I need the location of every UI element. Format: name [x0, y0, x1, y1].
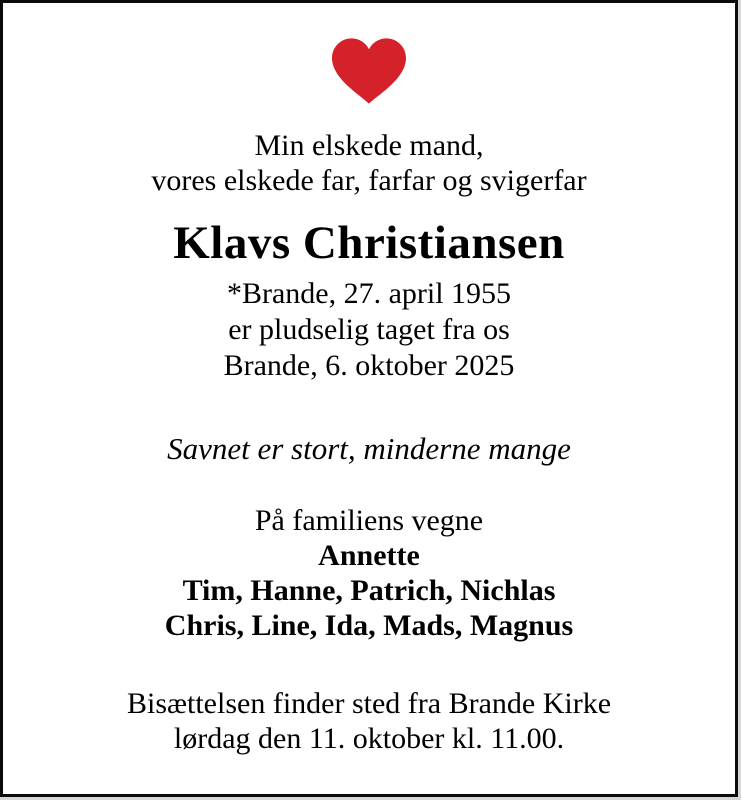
family-block: [3, 503, 735, 643]
intro-line-2: vores elskede far, farfar og svigerfar: [151, 164, 587, 197]
death-line: Brande, 6. oktober 2025: [223, 349, 515, 382]
funeral-line-1: Bisættelsen finder sted fra Brande Kirke: [126, 687, 612, 720]
intro-text: [3, 128, 735, 198]
dates-block: [3, 276, 735, 384]
deceased-name: Klavs Christiansen: [173, 217, 565, 269]
family-line-1: Annette: [318, 539, 420, 572]
heart-shape: [332, 38, 406, 103]
birth-line: *Brande, 27. april 1955: [226, 277, 512, 310]
heart-icon: [3, 38, 735, 104]
circumstance-line: er pludselig taget fra os: [228, 313, 510, 346]
memorial-verse: Savnet er stort, minderne mange: [167, 431, 571, 466]
intro-line-1: Min elskede mand,: [254, 129, 484, 162]
family-intro: På familiens vegne: [254, 504, 484, 537]
family-line-3: Chris, Line, Ida, Mads, Magnus: [164, 609, 574, 642]
funeral-line-2: lørdag den 11. oktober kl. 11.00.: [173, 722, 565, 755]
family-line-2: Tim, Hanne, Patrich, Nichlas: [182, 574, 556, 607]
funeral-info: [3, 686, 735, 756]
